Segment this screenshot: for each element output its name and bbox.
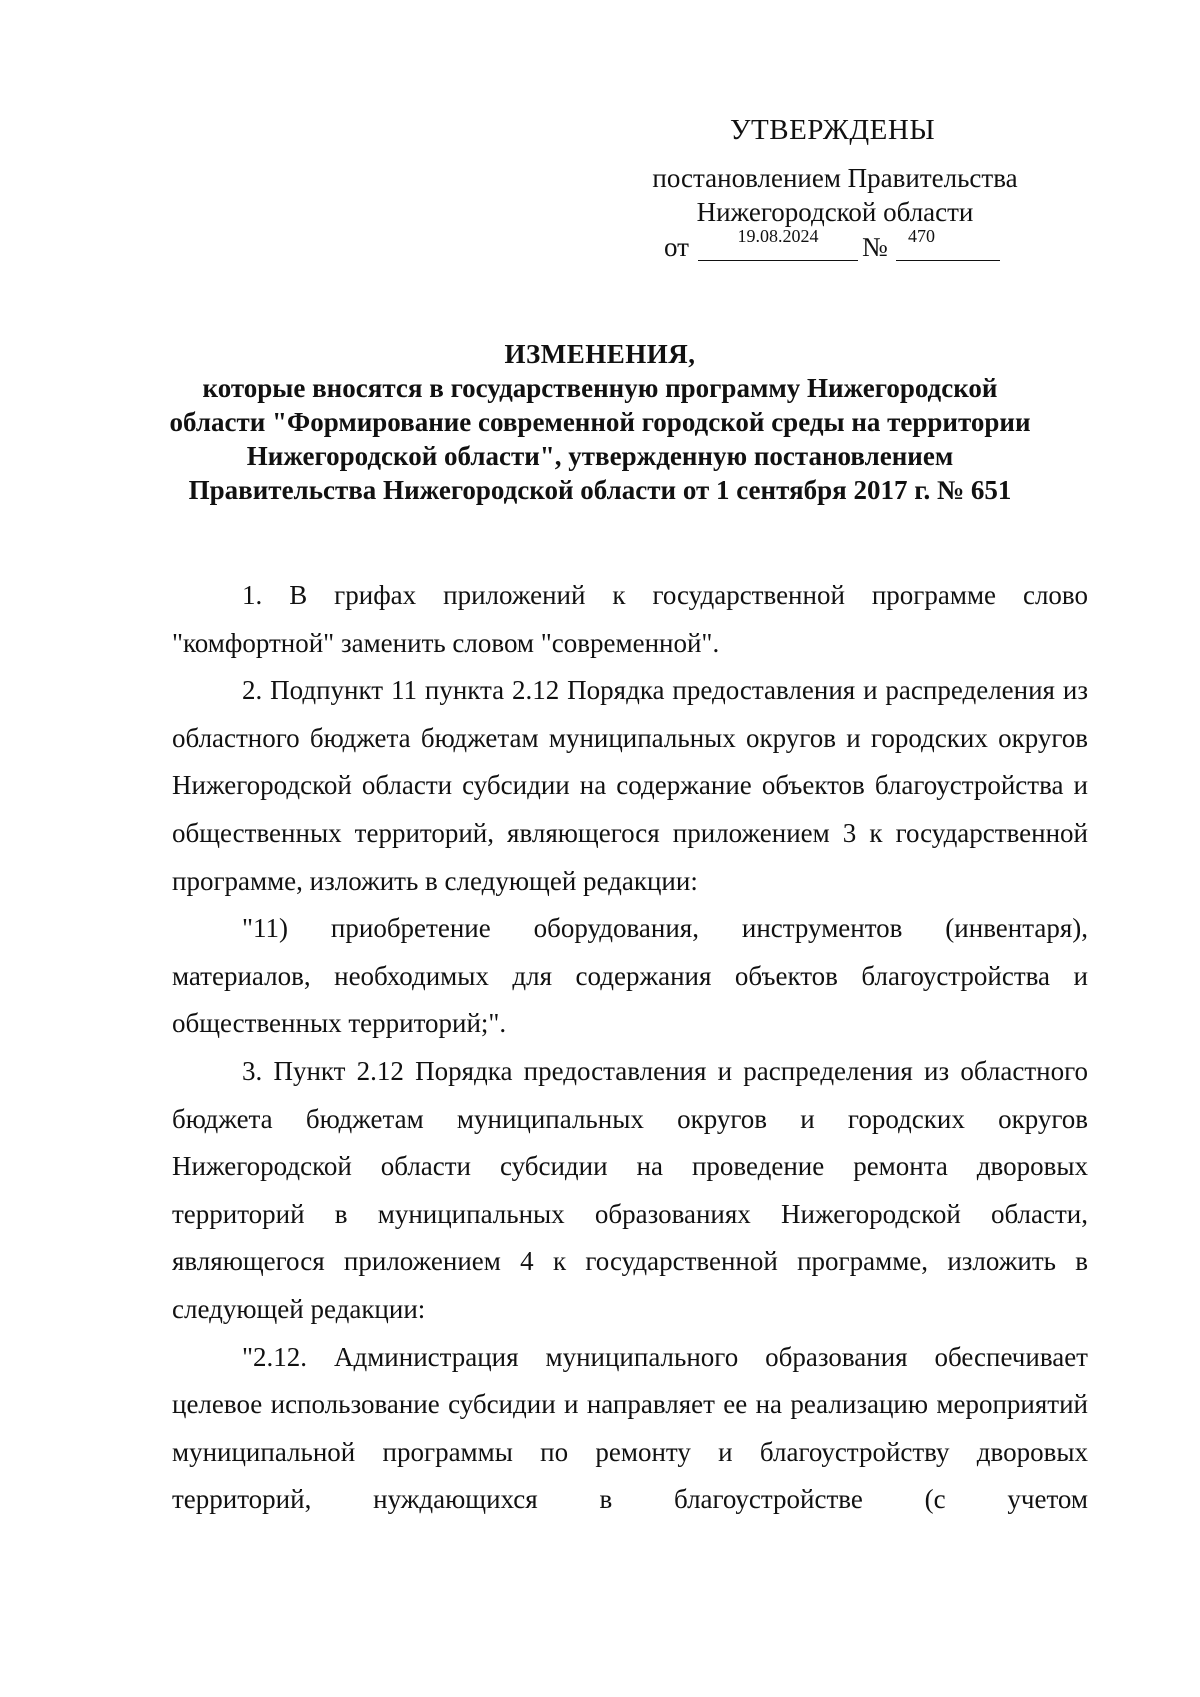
heading-line-3: Нижегородской области", утвержденную постановлением [246, 441, 954, 471]
heading-title: ИЗМЕНЕНИЯ, [504, 339, 696, 369]
approval-stamp-2 [625, 195, 1045, 229]
document-heading [120, 337, 1080, 507]
paragraph-5: "2.12. Администрация муниципального образования обеспечивает целевое использование субсидии и направляет ее на реализацию мероприятий муниципальной программы по ремонту и благоустройству дворовых территорий, нуждающихся в благоустройстве (с учетом [172, 1341, 1088, 1515]
approval-line-1: постановлением Правительства [652, 163, 1018, 193]
approval-stamp [625, 161, 1045, 195]
approval-date-field [698, 226, 858, 261]
paragraph-1: 1. В грифах приложений к государственной программе слово "комфортной" заменить словом "современной". [172, 580, 1088, 658]
approval-number-field [896, 226, 1000, 261]
approval-line-2: Нижегородской области [696, 197, 974, 227]
number-prefix: № [862, 232, 888, 262]
paragraph-3: "11) приобретение оборудования, инструментов (инвентаря), материалов, необходимых для содержания объектов благоустройства и общественных территорий;". [172, 913, 1088, 1039]
date-prefix: от [664, 232, 689, 262]
paragraph-4: 3. Пункт 2.12 Порядка предоставления и распределения из областного бюджета бюджетам муниципальных округов и городских округов Нижегородской области субсидии на проведение ремонта дворовых территорий в муниципальных образованиях Нижегородской области, являющегося приложением 4 к государственной программе, изложить в следующей редакции: [172, 1055, 1088, 1324]
heading-line-2: области "Формирование современной городской среды на территории [169, 407, 1031, 437]
document-body [172, 572, 1088, 1524]
heading-line-1: которые вносятся в государственную программу Нижегородской [202, 373, 998, 403]
approval-title: УТВЕРЖДЕНЫ [730, 114, 936, 146]
approval-date: 19.08.2024 [737, 226, 819, 246]
approval-date-row [664, 226, 1004, 266]
heading-line-4: Правительства Нижегородской области от 1 сентября 2017 г. № 651 [188, 475, 1012, 505]
paragraph-2: 2. Подпункт 11 пункта 2.12 Порядка предоставления и распределения из областного бюджета бюджетам муниципальных округов и городских округов Нижегородской области субсидии на содержание объектов благоустройства и общественных территорий, являющегося приложением 3 к государственной программе, изложить в следующей редакции: [172, 675, 1088, 896]
approval-number: 470 [908, 226, 935, 246]
